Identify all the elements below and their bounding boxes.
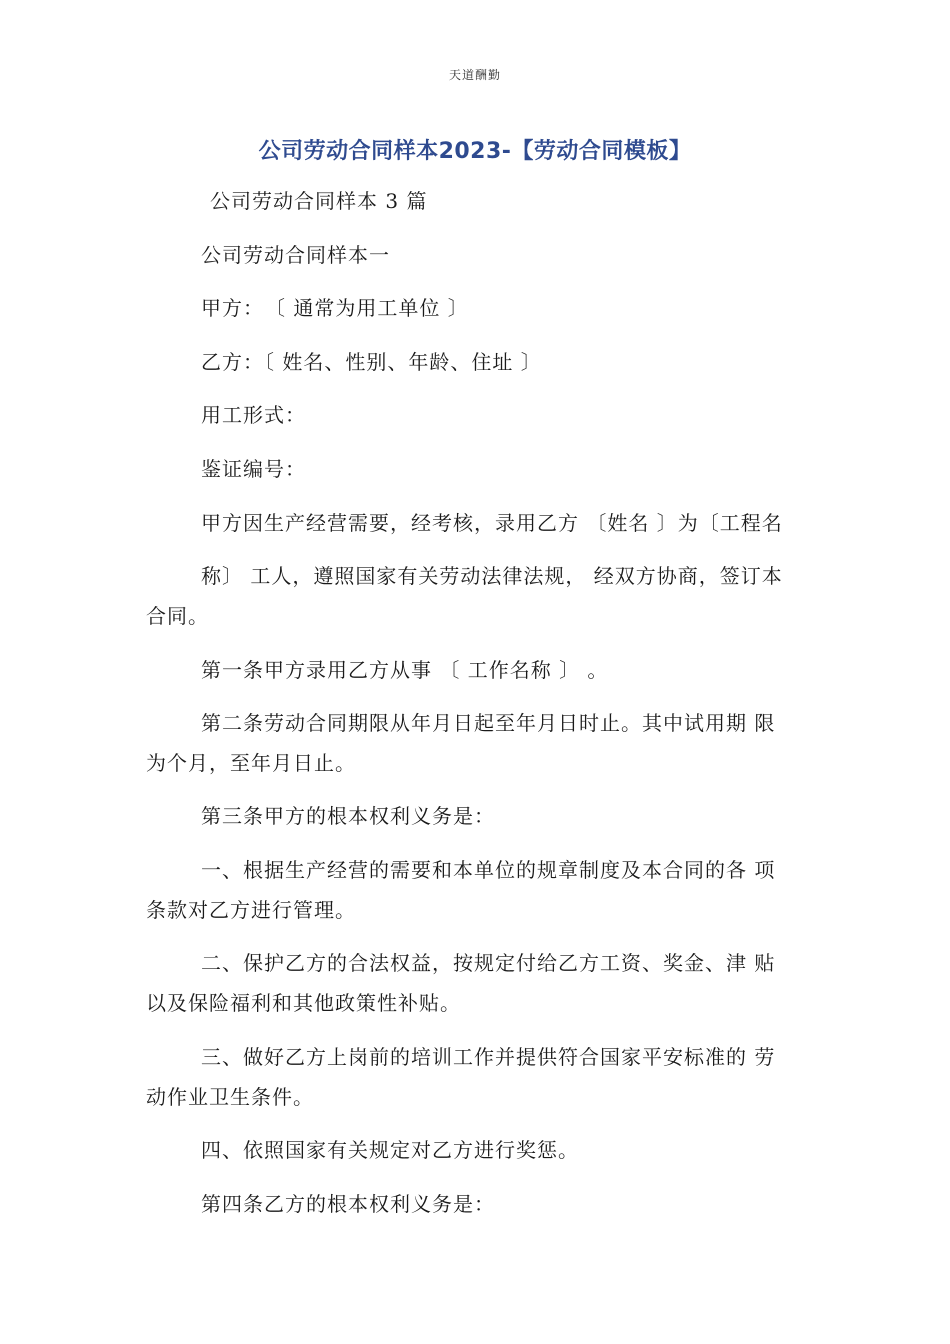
- item-2-line-1: 二、保护乙方的合法权益，按规定付给乙方工资、奖金、津 贴: [201, 951, 776, 975]
- article-3: 第三条甲方的根本权利义务是：: [201, 804, 495, 828]
- item-3-line-2: 动作业卫生条件。: [146, 1085, 314, 1109]
- certification-number-line: 鉴证编号：: [201, 457, 306, 481]
- item-3-line-1: 三、做好乙方上岗前的培训工作并提供符合国家平安标准的 劳: [201, 1045, 776, 1069]
- item-2-line-2: 以及保险福利和其他政策性补贴。: [146, 991, 461, 1015]
- document-title: 公司劳动合同样本2023-【劳动合同模板】: [258, 139, 692, 164]
- article-4: 第四条乙方的根本权利义务是：: [201, 1192, 495, 1216]
- article-2-line-2: 为个月，至年月日止。: [146, 751, 356, 775]
- page-header: 天道酬勤: [448, 68, 501, 82]
- intro-paragraph-line-2: 称〕 工人，遵照国家有关劳动法律法规， 经双方协商，签订本: [201, 564, 783, 588]
- item-4: 四、依照国家有关规定对乙方进行奖惩。: [201, 1138, 579, 1162]
- subtitle: 公司劳动合同样本 3 篇: [210, 189, 428, 213]
- party-a-line: 甲方： 〔 通常为用工单位 〕: [201, 296, 469, 320]
- item-1-line-2: 条款对乙方进行管理。: [146, 898, 356, 922]
- intro-paragraph-line-1: 甲方因生产经营需要，经考核，录用乙方 〔姓名 〕为〔工程名: [201, 511, 783, 535]
- article-1: 第一条甲方录用乙方从事 〔 工作名称 〕 。: [201, 658, 609, 682]
- item-1-line-1: 一、根据生产经营的需要和本单位的规章制度及本合同的各 项: [201, 858, 776, 882]
- intro-paragraph-line-3: 合同。: [146, 604, 209, 628]
- party-b-line: 乙方：〔 姓名、性别、年龄、住址 〕: [201, 350, 542, 374]
- article-2-line-1: 第二条劳动合同期限从年月日起至年月日时止。其中试用期 限: [201, 711, 776, 735]
- sample-heading: 公司劳动合同样本一: [201, 243, 390, 267]
- employment-form-line: 用工形式：: [201, 403, 306, 427]
